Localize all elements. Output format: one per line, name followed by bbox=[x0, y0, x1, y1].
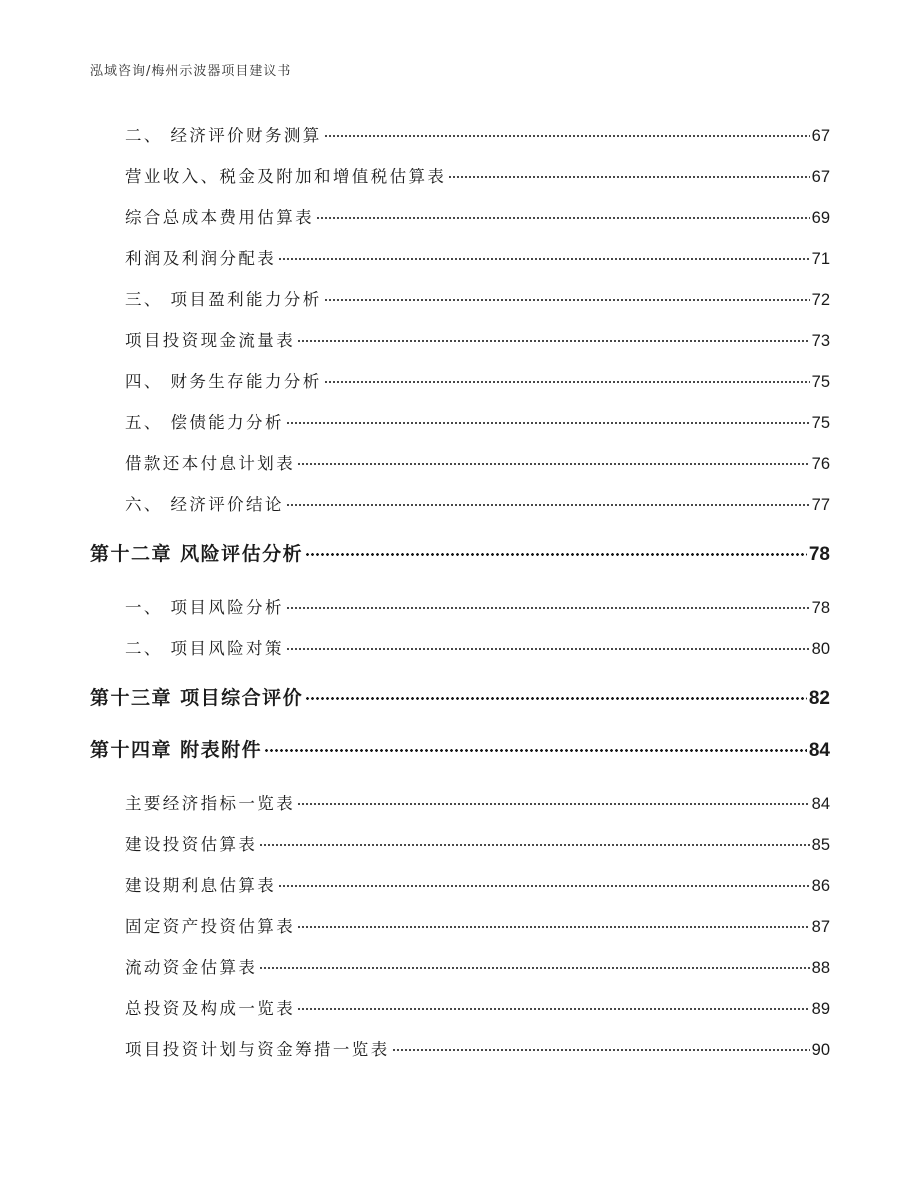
toc-entry[interactable] bbox=[125, 368, 830, 394]
toc-entry[interactable] bbox=[125, 594, 830, 620]
toc-entry-label: 二、 经济评价财务测算 bbox=[125, 126, 322, 145]
dot-leader bbox=[316, 216, 810, 220]
toc-entry[interactable] bbox=[125, 872, 830, 898]
toc-entry-label: 一、 项目风险分析 bbox=[125, 598, 284, 617]
dot-leader bbox=[448, 175, 809, 179]
dot-leader bbox=[297, 462, 810, 466]
toc-entry-label: 第十四章 附表附件 bbox=[90, 739, 263, 761]
toc-entry-label: 三、 项目盈利能力分析 bbox=[125, 290, 322, 309]
dot-leader bbox=[305, 552, 807, 557]
toc-entry[interactable] bbox=[125, 409, 830, 435]
toc-entry-label: 项目投资现金流量表 bbox=[125, 331, 296, 350]
dot-leader bbox=[297, 1007, 810, 1011]
toc-entry-label: 营业收入、税金及附加和增值税估算表 bbox=[125, 167, 447, 186]
toc-entry[interactable] bbox=[125, 790, 830, 816]
toc-entry-label: 综合总成本费用估算表 bbox=[125, 208, 314, 227]
toc-entry-label: 流动资金估算表 bbox=[125, 958, 258, 977]
toc-entry[interactable] bbox=[125, 163, 830, 189]
toc-chapter-entry[interactable] bbox=[90, 539, 830, 569]
toc-entry-label: 利润及利润分配表 bbox=[125, 249, 277, 268]
toc-entry-page: 84 bbox=[811, 795, 830, 813]
toc-entry[interactable] bbox=[125, 450, 830, 476]
toc-entry[interactable] bbox=[125, 122, 830, 148]
dot-leader bbox=[324, 380, 810, 384]
toc-entry-page: 85 bbox=[811, 836, 830, 854]
running-header: 泓域咨询/梅州示波器项目建议书 bbox=[90, 64, 292, 79]
dot-leader bbox=[264, 748, 807, 753]
toc-chapter-entry[interactable] bbox=[90, 683, 830, 713]
toc-entry-label: 固定资产投资估算表 bbox=[125, 917, 296, 936]
toc-entry-page: 76 bbox=[811, 455, 830, 473]
header-rule bbox=[90, 85, 830, 86]
dot-leader bbox=[286, 606, 810, 610]
dot-leader bbox=[286, 421, 810, 425]
toc-entry-label: 四、 财务生存能力分析 bbox=[125, 372, 322, 391]
toc-entry-page: 69 bbox=[811, 209, 830, 227]
toc-entry-label: 建设期利息估算表 bbox=[125, 876, 277, 895]
toc-entry[interactable] bbox=[125, 245, 830, 271]
toc-entry[interactable] bbox=[125, 635, 830, 661]
toc-entry[interactable] bbox=[125, 286, 830, 312]
toc-entry[interactable] bbox=[125, 204, 830, 230]
dot-leader bbox=[305, 696, 807, 701]
toc-entry-page: 77 bbox=[811, 496, 830, 514]
toc-entry-label: 六、 经济评价结论 bbox=[125, 495, 284, 514]
toc-entry-label: 总投资及构成一览表 bbox=[125, 999, 296, 1018]
dot-leader bbox=[324, 298, 810, 302]
toc-entry[interactable] bbox=[125, 831, 830, 857]
toc-entry[interactable] bbox=[125, 491, 830, 517]
dot-leader bbox=[278, 884, 809, 888]
toc-entry-page: 84 bbox=[808, 740, 830, 761]
toc-entry[interactable] bbox=[125, 1036, 830, 1062]
toc-entry-page: 73 bbox=[811, 332, 830, 350]
toc-entry-label: 项目投资计划与资金筹措一览表 bbox=[125, 1040, 390, 1059]
toc-entry-label: 建设投资估算表 bbox=[125, 835, 258, 854]
toc-entry-page: 80 bbox=[811, 640, 830, 658]
toc-entry-page: 67 bbox=[811, 168, 830, 186]
toc-entry-page: 78 bbox=[811, 599, 830, 617]
toc-entry-label: 主要经济指标一览表 bbox=[125, 794, 296, 813]
dot-leader bbox=[286, 647, 810, 651]
toc-entry-page: 75 bbox=[811, 414, 830, 432]
dot-leader bbox=[297, 802, 810, 806]
dot-leader bbox=[278, 257, 809, 261]
dot-leader bbox=[286, 503, 810, 507]
toc-entry-page: 90 bbox=[811, 1041, 830, 1059]
toc-entry-page: 67 bbox=[811, 127, 830, 145]
toc-entry-page: 86 bbox=[811, 877, 830, 895]
toc-entry-label: 五、 偿债能力分析 bbox=[125, 413, 284, 432]
toc-entry[interactable] bbox=[125, 913, 830, 939]
toc-entry-page: 78 bbox=[808, 544, 830, 565]
toc-chapter-entry[interactable] bbox=[90, 735, 830, 765]
dot-leader bbox=[259, 966, 809, 970]
toc-entry-page: 87 bbox=[811, 918, 830, 936]
toc-entry-label: 借款还本付息计划表 bbox=[125, 454, 296, 473]
dot-leader bbox=[297, 339, 810, 343]
dot-leader bbox=[297, 925, 810, 929]
toc-entry-label: 二、 项目风险对策 bbox=[125, 639, 284, 658]
toc-entry-page: 89 bbox=[811, 1000, 830, 1018]
toc-entry-label: 第十二章 风险评估分析 bbox=[90, 543, 304, 565]
toc-entry-page: 82 bbox=[808, 688, 830, 709]
toc-entry-page: 88 bbox=[811, 959, 830, 977]
dot-leader bbox=[324, 134, 810, 138]
toc-entry-page: 72 bbox=[811, 291, 830, 309]
dot-leader bbox=[392, 1048, 810, 1052]
toc-entry-page: 71 bbox=[811, 250, 830, 268]
toc-entry-page: 75 bbox=[811, 373, 830, 391]
dot-leader bbox=[259, 843, 809, 847]
toc-entry[interactable] bbox=[125, 954, 830, 980]
toc-entry[interactable] bbox=[125, 995, 830, 1021]
toc-entry-label: 第十三章 项目综合评价 bbox=[90, 687, 304, 709]
toc-entry[interactable] bbox=[125, 327, 830, 353]
